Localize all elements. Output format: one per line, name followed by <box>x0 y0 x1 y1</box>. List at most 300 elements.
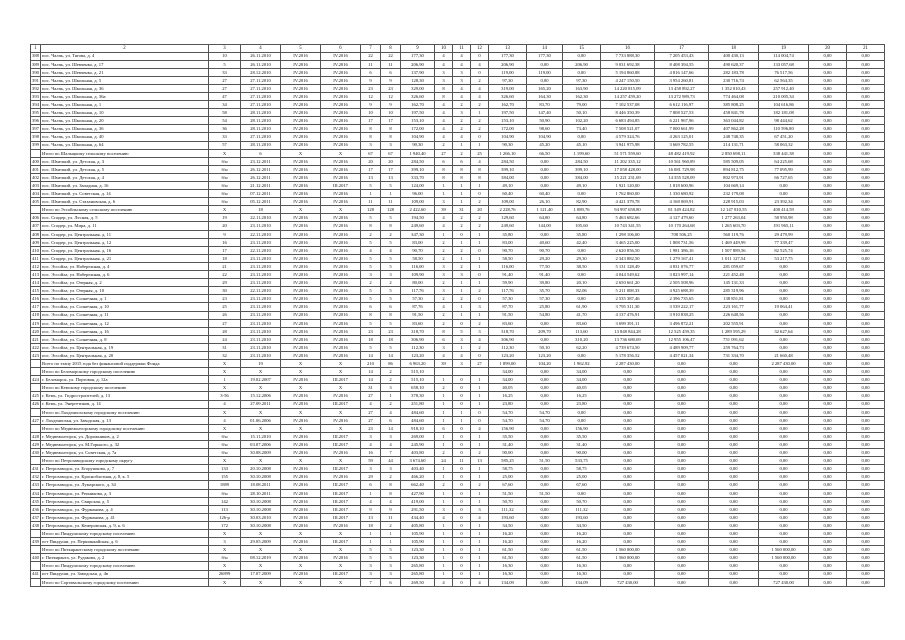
table-cell: IV.2016 <box>281 52 321 60</box>
table-cell: 87,70 <box>489 303 527 311</box>
table-cell: 50,70 <box>563 497 601 505</box>
table-cell: 0,00 <box>759 521 809 529</box>
table-cell: 0,00 <box>563 295 601 303</box>
table-cell: 1 <box>453 190 471 198</box>
table-row <box>31 117 885 125</box>
table-cell: 30.10.2008 <box>241 497 281 505</box>
table-cell: IV.2016 <box>281 481 321 489</box>
table-cell: 0,00 <box>759 497 809 505</box>
subtotal-label: Итого по Беломорскому городскому поселению <box>41 368 209 376</box>
table-cell: б/н <box>209 157 241 165</box>
table-cell: 6 <box>361 68 381 76</box>
table-cell: IV.2016 <box>281 311 321 319</box>
table-cell: 0,00 <box>709 432 759 440</box>
column-number-cell: 10 <box>435 45 453 53</box>
table-cell: 1 <box>435 473 453 481</box>
table-cell: 458 841,78 <box>709 109 759 117</box>
table-cell: 2 <box>435 238 453 246</box>
table-cell: 3 954 260,81 <box>655 76 709 84</box>
table-cell: 0,00 <box>847 432 885 440</box>
table-cell: 12 <box>361 92 381 100</box>
table-cell: 4 <box>471 60 489 68</box>
table-cell: 03.07.2006 <box>241 441 281 449</box>
table-cell: 2 <box>471 198 489 206</box>
table-cell: 4 <box>361 441 381 449</box>
row-number-cell: 399 <box>32 142 39 148</box>
table-cell: 165,20 <box>527 84 563 92</box>
table-cell: 23 <box>361 424 381 432</box>
table-cell: 0,00 <box>527 384 563 392</box>
row-number-cell: 421 <box>32 336 39 342</box>
table-row <box>31 505 885 513</box>
subtotal-label: Итого по Пиндушскому городскому поселению <box>41 562 209 570</box>
table-cell: 0,00 <box>601 424 655 432</box>
table-cell: 4 <box>381 408 401 416</box>
table-cell: 0,00 <box>709 400 759 408</box>
table-cell: 9 <box>381 505 401 513</box>
table-cell: IV.2016 <box>321 351 361 359</box>
column-number-cell: 17 <box>655 45 709 53</box>
table-cell: 251,80 <box>401 400 435 408</box>
address-cell: пос. Шмелкий, ул. Детская, д. 5 <box>41 165 209 173</box>
table-cell: 0 <box>471 416 489 424</box>
table-cell: 1 <box>453 254 471 262</box>
table-cell: 0 <box>453 554 471 562</box>
table-cell: 484,60 <box>401 416 435 424</box>
table-cell: 1 <box>471 254 489 262</box>
table-cell: 0,00 <box>809 157 847 165</box>
table-cell: 230 716,74 <box>709 76 759 84</box>
address-cell: пос. Чалпь, ул. Школьная, д. 5 <box>41 76 209 84</box>
table-cell: 0,00 <box>601 505 655 513</box>
table-cell: 0,00 <box>759 271 809 279</box>
table-cell: 0 <box>453 424 471 432</box>
table-cell: 3 <box>381 271 401 279</box>
table-cell: 0,00 <box>655 400 709 408</box>
table-cell: X <box>209 424 241 432</box>
table-cell: 15.11.2010 <box>241 432 281 440</box>
table-cell: 4 <box>435 60 453 68</box>
address-cell: пос. Чалпь, ул. Школьная, д. 40 <box>41 133 209 141</box>
table-cell: IV.2016 <box>321 109 361 117</box>
table-cell: 45,20 <box>527 141 563 149</box>
table-cell: 727 430,00 <box>759 578 809 586</box>
table-cell: 4 <box>453 52 471 60</box>
table-cell: 60,40 <box>489 190 527 198</box>
table-cell: 0,00 <box>527 513 563 521</box>
table-cell: 138 851,81 <box>709 295 759 303</box>
table-cell: 466,20 <box>401 473 435 481</box>
table-cell: IV.2016 <box>281 68 321 76</box>
table-cell: 16,30 <box>489 562 527 570</box>
table-cell: 0,00 <box>809 295 847 303</box>
address-cell: пос. Шмелкий, ул. Стахановская, д. 6 <box>41 198 209 206</box>
table-cell: IV.2016 <box>281 133 321 141</box>
table-cell: 54 <box>209 117 241 125</box>
table-cell: 10 743 341,55 <box>601 222 655 230</box>
table-cell: 306,90 <box>401 335 435 343</box>
row-number-cell <box>31 149 41 157</box>
table-cell: 32 627,64 <box>759 327 809 335</box>
table-cell: 22 <box>381 52 401 60</box>
table-cell: 4 <box>435 52 453 60</box>
table-cell: 0,00 <box>809 530 847 538</box>
table-cell: 0,00 <box>527 182 563 190</box>
table-cell: 1 <box>435 416 453 424</box>
table-cell: 3 <box>381 562 401 570</box>
subtotal-row <box>31 149 885 157</box>
table-cell: 14 257 459,20 <box>601 92 655 100</box>
table-cell: 91,40 <box>527 271 563 279</box>
table-row <box>31 400 885 408</box>
table-cell: 282 183,78 <box>709 68 759 76</box>
table-cell: 0,00 <box>809 489 847 497</box>
table-cell: 1 089,76 <box>563 206 601 214</box>
table-cell: 1 <box>471 473 489 481</box>
table-cell: 0,00 <box>527 449 563 457</box>
row-number-cell: 441 <box>32 571 39 577</box>
table-cell: 28 <box>209 327 241 335</box>
table-cell: 117,76 <box>489 287 527 295</box>
table-cell: 1 <box>435 538 453 546</box>
table-cell: 14 <box>361 368 381 376</box>
table-cell: 2 <box>453 295 471 303</box>
table-cell: 1 <box>471 562 489 570</box>
table-cell: 104 669,14 <box>709 182 759 190</box>
table-cell: 3 <box>435 271 453 279</box>
table-cell: 1 762 860,00 <box>601 190 655 198</box>
table-cell: 18 <box>209 254 241 262</box>
table-cell: 11 <box>361 198 381 206</box>
table-cell: 82 525,74 <box>759 246 809 254</box>
table-cell: 0,00 <box>847 303 885 311</box>
table-cell: 1 <box>381 530 401 538</box>
table-cell: 57 <box>209 141 241 149</box>
table-cell: 209,70 <box>527 327 563 335</box>
table-cell: IV.2016 <box>281 287 321 295</box>
table-cell: IV.2016 <box>321 335 361 343</box>
table-cell: 1 <box>361 538 381 546</box>
table-cell: 0 <box>453 489 471 497</box>
address-cell: г. Петрозаводск, ул. Красноблотная, д. 8, к. 5 <box>41 473 209 481</box>
row-number-cell: 437 <box>32 514 39 520</box>
table-cell: IV.2016 <box>281 173 321 181</box>
table-cell: 319,00 <box>489 84 527 92</box>
table-cell: 0,00 <box>809 457 847 465</box>
table-cell: 0,00 <box>527 554 563 562</box>
table-cell: 3 <box>361 141 381 149</box>
table-cell: III.2017 <box>321 489 361 497</box>
table-cell: 13 <box>471 457 489 465</box>
table-cell: 12 955 106,47 <box>655 335 709 343</box>
subtotal-label: Итого по Пиндушскому городскому поселению <box>41 530 209 538</box>
table-cell: 156,90 <box>563 424 601 432</box>
row-number-cell: 401 <box>32 166 39 172</box>
table-cell: III.2017 <box>321 400 361 408</box>
column-number-cell: 3 <box>209 45 241 53</box>
table-cell: 3 <box>453 360 471 368</box>
table-cell: 0,00 <box>809 424 847 432</box>
table-cell: 0,00 <box>709 521 759 529</box>
table-cell: IV.2016 <box>321 141 361 149</box>
table-cell: 97,30 <box>563 76 601 84</box>
subtotal-label: Итого по Кемскому городскому поселению <box>41 384 209 392</box>
table-cell: X <box>241 408 281 416</box>
table-cell: 0,00 <box>847 319 885 327</box>
table-cell: 0,00 <box>847 254 885 262</box>
address-cell: пос. Шмелкий, ул. Западная, д. 16 <box>41 182 209 190</box>
table-cell: 13 848 844,28 <box>601 327 655 335</box>
address-cell: г. Петрозаводск, ул. Лумарского, д. 34 <box>41 481 209 489</box>
table-cell: 4 <box>471 92 489 100</box>
table-cell: 30 <box>209 287 241 295</box>
table-cell: 0,00 <box>847 101 885 109</box>
table-cell: 585 509,05 <box>709 157 759 165</box>
table-cell: IV.2016 <box>321 76 361 84</box>
table-cell: 8 <box>381 481 401 489</box>
table-cell: 27 <box>209 319 241 327</box>
table-cell: 0 <box>453 497 471 505</box>
table-cell: 0,00 <box>809 206 847 214</box>
table-cell: 156,90 <box>489 424 527 432</box>
column-number-cell: 13 <box>489 45 527 53</box>
table-cell: IV.2016 <box>281 254 321 262</box>
table-cell: 0,00 <box>847 206 885 214</box>
table-cell: 27.11.2010 <box>241 133 281 141</box>
table-cell: 16,25 <box>489 392 527 400</box>
table-cell: 0,00 <box>759 416 809 424</box>
table-cell: 0,00 <box>563 190 601 198</box>
table-cell: 1 121,40 <box>527 206 563 214</box>
table-cell: 265,80 <box>401 562 435 570</box>
table-cell: 281 059,67 <box>709 262 759 270</box>
table-cell: 0,00 <box>563 489 601 497</box>
table-cell: 5 <box>209 60 241 68</box>
table-cell: 81 349 424,82 <box>655 206 709 214</box>
column-number-cell: 9 <box>401 45 435 53</box>
table-cell: 6 <box>435 157 453 165</box>
table-cell: 4 816 147,66 <box>655 68 709 76</box>
table-cell: 54,80 <box>527 311 563 319</box>
table-cell: 90,30 <box>401 141 435 149</box>
table-cell: 0,00 <box>809 198 847 206</box>
table-cell: 01.06.2006 <box>241 416 281 424</box>
table-cell: 0,00 <box>709 416 759 424</box>
table-row <box>31 230 885 238</box>
table-cell: IV.2016 <box>281 230 321 238</box>
table-cell: 0,00 <box>655 554 709 562</box>
table-cell: 2 228,76 <box>489 206 527 214</box>
table-cell: 22.11.2010 <box>241 230 281 238</box>
table-cell: 113 <box>209 505 241 513</box>
table-cell: 4 044 549,62 <box>601 271 655 279</box>
table-cell: 6 <box>381 578 401 586</box>
row-number-cell: 409 <box>32 239 39 245</box>
table-cell: 0,00 <box>847 554 885 562</box>
table-cell: 0,00 <box>709 513 759 521</box>
table-cell: 5 <box>381 287 401 295</box>
table-cell: 172,00 <box>489 125 527 133</box>
table-cell: 26 <box>209 311 241 319</box>
table-cell: 5 <box>381 343 401 351</box>
table-row <box>31 441 885 449</box>
address-cell: г. Медвежьегорск, ул. М.Горького, д. 32 <box>41 441 209 449</box>
address-cell: г. Питкяранта, ул. Рудакова, д. 2 <box>41 554 209 562</box>
subtotal-row <box>31 562 885 570</box>
table-cell: 0,00 <box>809 319 847 327</box>
table-cell: 1 266,10 <box>489 149 527 157</box>
housing-registry-table <box>30 44 885 587</box>
table-cell: 29.05.2009 <box>241 538 281 546</box>
table-cell: 245,90 <box>401 441 435 449</box>
table-cell: 11 202 335,12 <box>601 157 655 165</box>
table-cell: IV.2016 <box>281 222 321 230</box>
table-cell: 284,50 <box>489 157 527 165</box>
table-cell: 210 005,34 <box>759 92 809 100</box>
table-cell: 08.12.2019 <box>241 554 281 562</box>
table-cell: III.2017 <box>321 481 361 489</box>
table-cell: 26899 <box>209 570 241 578</box>
table-row <box>31 190 885 198</box>
table-cell: 1 560 000,00 <box>759 554 809 562</box>
address-cell: пос. Шмелкий, ул. Детская, д. 3 <box>41 157 209 165</box>
table-cell: 4 <box>381 246 401 254</box>
table-cell: 172,00 <box>401 125 435 133</box>
table-cell: 533,75 <box>563 457 601 465</box>
table-cell: 7 508 521,07 <box>601 125 655 133</box>
table-cell: 20,10 <box>563 279 601 287</box>
table-cell: 73,40 <box>563 125 601 133</box>
table-cell: 0,00 <box>759 182 809 190</box>
table-cell: 17 <box>209 246 241 254</box>
table-cell: 11 <box>381 198 401 206</box>
table-cell: 51 571 559,60 <box>601 149 655 157</box>
table-cell: 44 <box>381 457 401 465</box>
table-cell: 6 <box>381 303 401 311</box>
table-cell: 4 <box>471 157 489 165</box>
table-cell: 12 525 459,35 <box>655 327 709 335</box>
row-number-cell: 418 <box>32 312 39 318</box>
table-cell: 0,00 <box>809 76 847 84</box>
table-cell: 0,00 <box>601 368 655 376</box>
row-number-cell: 396 <box>32 118 39 124</box>
table-cell: X <box>321 368 361 376</box>
row-number-cell: 438 <box>32 522 39 528</box>
table-cell: 2 <box>471 222 489 230</box>
table-cell: 4 <box>435 133 453 141</box>
table-cell: 0,00 <box>759 538 809 546</box>
document-sheet <box>30 44 880 587</box>
table-cell: 727 430,00 <box>601 578 655 586</box>
table-cell: 2 535 387,46 <box>601 295 655 303</box>
table-cell: 57,30 <box>527 295 563 303</box>
table-cell: 0,00 <box>601 530 655 538</box>
table-cell: 708 506,25 <box>655 230 709 238</box>
table-cell: 35,80 <box>563 230 601 238</box>
address-cell: г. Кемь, ул. Гидростроителей, д. 13 <box>41 392 209 400</box>
address-cell: г. Петрозаводск, ул. Фурманова, д. 4 <box>41 505 209 513</box>
table-cell: 1 <box>471 554 489 562</box>
table-cell: 4 <box>453 92 471 100</box>
table-cell: 30.10.2008 <box>241 521 281 529</box>
table-cell: 40,05 <box>563 384 601 392</box>
table-cell <box>435 368 453 376</box>
table-cell: 22.11.2010 <box>241 246 281 254</box>
table-cell: 0,00 <box>847 335 885 343</box>
table-cell: 9 <box>361 101 381 109</box>
table-cell: 1 <box>471 530 489 538</box>
table-cell: 0,00 <box>759 287 809 295</box>
row-number-cell: 405 <box>32 199 39 205</box>
row-number-cell: 395 <box>32 110 39 116</box>
address-cell: пгт Пиндуши, ул. Першинкайская, д. 6 <box>41 538 209 546</box>
table-cell: 1 <box>471 392 489 400</box>
table-cell: 86 <box>381 360 401 368</box>
address-cell: пгт Пиндуши, ул. Заводская, д. 4в <box>41 570 209 578</box>
table-cell: X <box>209 360 241 368</box>
table-cell: 0,00 <box>527 465 563 473</box>
table-cell: 50,90 <box>527 117 563 125</box>
table-cell: 0,00 <box>847 182 885 190</box>
table-cell: 50,10 <box>527 343 563 351</box>
table-cell: 1 <box>471 441 489 449</box>
table-cell: 0,00 <box>563 246 601 254</box>
row-number-cell: 432 <box>32 474 39 480</box>
table-cell: 2 <box>435 481 453 489</box>
table-cell: 54,70 <box>527 408 563 416</box>
table-cell: 0,00 <box>601 441 655 449</box>
address-cell: пос. Чалпь, ул. Школьная, д. 36 <box>41 125 209 133</box>
table-cell: 0,00 <box>709 473 759 481</box>
table-cell: 0,00 <box>759 465 809 473</box>
table-cell: 248 748,35 <box>709 133 759 141</box>
row-number-cell: 412 <box>32 263 39 269</box>
table-cell: 0,00 <box>809 271 847 279</box>
table-cell: 116,00 <box>489 262 527 270</box>
table-row <box>31 165 885 173</box>
table-cell: 13 736 680,69 <box>601 335 655 343</box>
table-cell: IV.2016 <box>281 343 321 351</box>
table-cell: 29,20 <box>527 254 563 262</box>
table-cell: 0,00 <box>847 262 885 270</box>
table-cell: 2 <box>381 230 401 238</box>
row-number-cell: 410 <box>32 247 39 253</box>
table-cell: 13 272 989,73 <box>655 92 709 100</box>
table-cell: IV.2016 <box>281 141 321 149</box>
table-cell: 6 <box>241 149 281 157</box>
table-cell: 8 <box>435 92 453 100</box>
table-cell: 1 <box>453 287 471 295</box>
table-cell: 1 <box>361 530 381 538</box>
table-row <box>31 570 885 578</box>
table-cell: 0,00 <box>847 52 885 60</box>
table-cell: 0,00 <box>709 408 759 416</box>
address-cell: г. Петрозаводск, ул. Репникова, д. 3 <box>41 489 209 497</box>
table-cell: 38,50 <box>563 262 601 270</box>
row-number-cell <box>31 457 41 465</box>
table-cell: 0,00 <box>809 554 847 562</box>
table-row <box>31 392 885 400</box>
table-cell: 123,30 <box>401 554 435 562</box>
table-cell: 4 <box>435 351 453 359</box>
table-cell: 8 <box>453 165 471 173</box>
table-cell: 59,90 <box>489 279 527 287</box>
table-cell: 228 915,03 <box>709 198 759 206</box>
table-cell: 1 560 000,00 <box>601 554 655 562</box>
table-cell: 0 <box>453 578 471 586</box>
table-cell: 400 414,59 <box>759 206 809 214</box>
table-cell: 0,00 <box>527 481 563 489</box>
